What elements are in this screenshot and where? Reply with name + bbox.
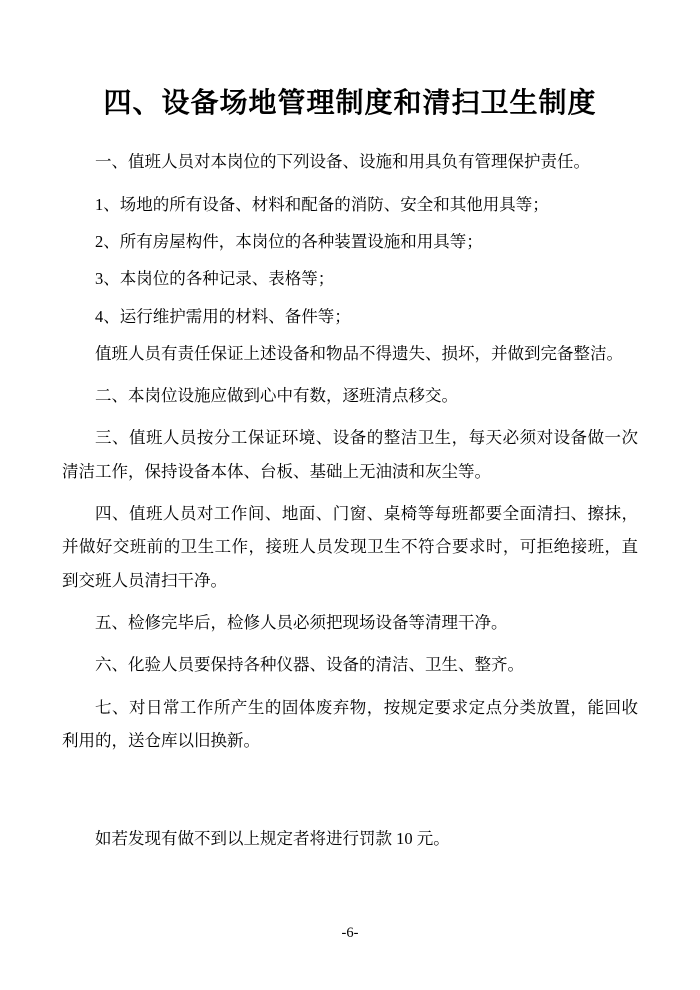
page-number: -6- bbox=[341, 925, 359, 941]
paragraph-3: 二、本岗位设施应做到心中有数，逐班清点移交。 bbox=[95, 386, 458, 406]
document-body bbox=[62, 145, 638, 757]
list-item-1: 1、场地的所有设备、材料和配备的消防、安全和其他用具等； bbox=[95, 194, 549, 214]
page-title: 四、设备场地管理制度和清扫卫生制度 bbox=[103, 88, 597, 119]
paragraph-1: 一、值班人员对本岗位的下列设备、设施和用具负有管理保护责任。 bbox=[95, 152, 590, 172]
list-item-3: 3、本岗位的各种记录、表格等； bbox=[95, 269, 335, 289]
list-item-2: 2、所有房屋构件，本岗位的各种装置设施和用具等； bbox=[95, 231, 483, 251]
paragraph-7: 六、化验人员要保持各种仪器、设备的清洁、卫生、整齐。 bbox=[95, 655, 524, 675]
closing-text: 如若发现有做不到以上规定者将进行罚款 10 元。 bbox=[95, 829, 450, 849]
list-item-4: 4、运行维护需用的材料、备件等； bbox=[95, 306, 351, 326]
section-spacer bbox=[62, 766, 638, 792]
paragraph-8: 七、对日常工作所产生的固体废弃物，按规定要求定点分类放置，能回收利用的，送仓库以旧换新。 bbox=[62, 697, 638, 751]
paragraph-6: 五、检修完毕后，检修人员必须把现场设备等清理干净。 bbox=[95, 613, 508, 633]
paragraph-5: 四、值班人员对工作间、地面、门窗、桌椅等每班都要全面清扫、擦抹，并做好交班前的卫生工作，接班人员发现卫生不符合要求时，可拒绝接班，直到交班人员清扫干净。 bbox=[62, 504, 638, 590]
paragraph-2: 值班人员有责任保证上述设备和物品不得遗失、损坏，并做到完备整洁。 bbox=[95, 343, 623, 363]
closing-note bbox=[62, 822, 638, 855]
paragraph-4: 三、值班人员按分工保证环境、设备的整洁卫生，每天必须对设备做一次清洁工作，保持设备本体、台板、基础上无油渍和灰尘等。 bbox=[62, 428, 638, 481]
